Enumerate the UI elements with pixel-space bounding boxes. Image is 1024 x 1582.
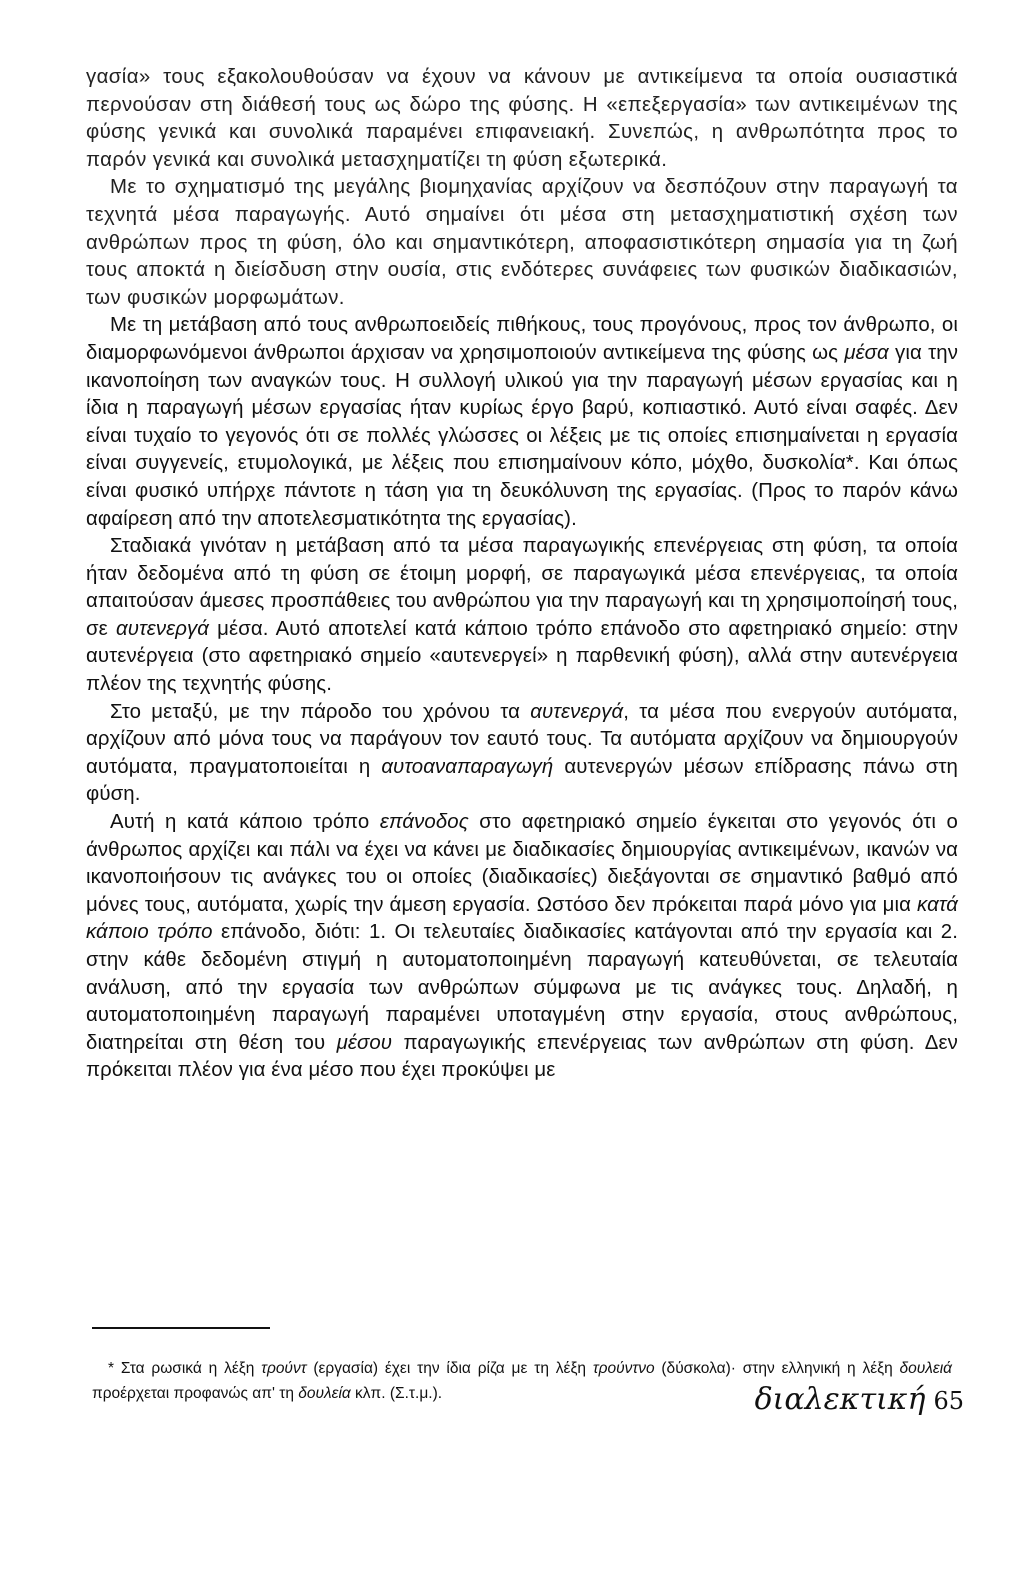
paragraph-4 (86, 533, 958, 699)
footnote-text-a: * Στα ρωσικά η λέξη (108, 1359, 262, 1377)
paragraph-4-emphasis: αυτενεργά (116, 617, 210, 640)
footnote-text-d: προέρχεται προφανώς απ' τη (92, 1384, 299, 1402)
paragraph-6 (86, 809, 958, 1085)
paragraph-6-text-c: επάνοδο, διότι: 1. Οι τελευταίες διαδικασίες κατάγονται από την εργασία και 2. στην κάθε δεδομένη στιγμή η αυτοματοποιημένη παραγωγή κατευθύνεται, σε τελευταία ανάλυση, από την εργασία των ανθρώπων σύμφωνα με τις ανάγκες τους. Δηλαδή, η αυτοματοποιημένη παραγωγή παραμένει υποταγμένη στην εργασία, στους ανθρώπους, διατηρείται στη θέση του (86, 921, 958, 1054)
paragraph-1 (86, 64, 958, 174)
paragraph-1-text: γασία» τους εξακολουθούσαν να έχουν να κάνουν με αντικείμενα τα οποία ουσιαστικά περνούσαν στη διάθεσή τους ως δώρο της φύσης. Η «επεξεργασία» των αντικειμένων της φύσης γενικά και συνολικά παραμένει επιφανειακή. Συνεπώς, η ανθρωπότητα προς το παρόν γενικά και συνολικά μετασχηματίζει τη φύση εξωτερικά. (86, 66, 958, 171)
paragraph-5-emphasis-a: αυτενεργά (530, 700, 624, 723)
footnote-word-douleia: δουλειά (899, 1359, 952, 1377)
paragraph-6-emphasis-c: μέσου (336, 1031, 393, 1054)
paragraph-5-text-c: αυτενεργών μέσων επίδρασης πάνω στη φύση. (86, 755, 958, 806)
footnote-divider (92, 1327, 270, 1329)
paragraph-2 (86, 174, 958, 312)
paragraph-3-emphasis: μέσα (844, 341, 889, 364)
footnote-text-b: (εργασία) έχει την ίδια ρίζα με τη λέξη (306, 1359, 593, 1377)
paragraph-2-text: Με το σχηματισμό της μεγάλης βιομηχανίας αρχίζουν να δεσπόζουν στην παραγωγή τα τεχνητά μέσα παραγωγής. Αυτό σημαίνει ότι μέσα στη μετασχηματιστική σχέση των ανθρώπων προς τη φύση, όλο και σημαντικότερη, αποφασιστικότερη σημασία για τη ζωή τους αποκτά η διείσδυση στην ουσία, στις ενδότερες συνάφειες των φυσικών διαδικασιών, των φυσικών μορφωμάτων. (86, 176, 958, 309)
paragraph-6-text-a: Αυτή η κατά κάποιο τρόπο (110, 811, 380, 834)
paragraph-6-emphasis-b: κατά κάποιο τρόπο (86, 893, 958, 944)
running-footer (755, 1382, 964, 1417)
footnote-word-trudno: τρούντνο (592, 1359, 655, 1377)
paragraph-5-text-b: , τα μέσα που ενεργούν αυτόματα, αρχίζουν από μόνα τους να παράγουν τον εαυτό τους. Τα αυτόματα αρχίζουν να δημιουργούν αυτόματα, πραγματοποιείται η (86, 700, 958, 778)
footnote-word-trud: τρούντ (261, 1359, 307, 1377)
paragraph-3 (86, 312, 958, 533)
paragraph-6-emphasis-a: επάνοδος (379, 811, 469, 834)
journal-name: διαλεκτική (754, 1382, 926, 1417)
article-body (86, 64, 958, 1085)
paragraph-5 (86, 699, 958, 809)
footnote-text-c: (δύσκολα)· στην ελληνική η λέξη (654, 1359, 900, 1377)
paragraph-3-text-b: για την ικανοποίηση των αναγκών τους. Η συλλογή υλικού για την παραγωγή μέσων εργασίας και η ίδια η παραγωγή μέσων εργασίας ήταν κυρίως έργο βαρύ, κοπιαστικό. Αυτό είναι σαφές. Δεν είναι τυχαίο το γεγονός ότι σε πολλές γλώσσες οι λέξεις με τις οποίες επισημαίνεται η εργασία είναι συγγενείς, ετυμολογικά, με λέξεις που επισημαίνουν κόπο, μόχθο, δυσκολία*. Και όπως είναι φυσικό υπήρχε πάντοτε η τάση για τη δευκόλυνση της εργασίας. (Προς το παρόν κάνω αφαίρεση από την αποτελεσματικότητα της εργασίας). (86, 341, 958, 530)
paragraph-5-text-a: Στο μεταξύ, με την πάροδο του χρόνου τα (110, 700, 531, 723)
paragraph-4-text-b: μέσα. Αυτό αποτελεί κατά κάποιο τρόπο επάνοδο στο αφετηριακό σημείο: στην αυτενέργεια (στο αφετηριακό σημείο «αυτενεργεί» η παρθενική φύση), αλλά στην αυτενέργεια πλέον της τεχνητής φύσης. (86, 617, 958, 696)
footnote-text-e: κλπ. (Σ.τ.μ.). (350, 1384, 443, 1402)
paragraph-3-text-a: Με τη μετάβαση από τους ανθρωποειδείς πιθήκους, τους προγόνους, προς τον άνθρωπο, οι διαμορφωνόμενοι άνθρωποι άρχισαν να χρησιμοποιούν αντικείμενα της φύσης ως (86, 314, 958, 364)
paragraph-6-text-d: παραγωγικής επενέργειας των ανθρώπων στη φύση. Δεν πρόκειται πλέον για ένα μέσο που έχει προκύψει με (86, 1031, 958, 1082)
paragraph-6-text-b: στο αφετηριακό σημείο έγκειται στο γεγονός ότι ο άνθρωπος αρχίζει και πάλι να έχει να κάνει με διαδικασίες δημιουργίας αντικειμένων, ικανών να ικανοποιήσουν τις ανάγκες του οι οποίες (διαδικασίες) διεξάγονται σε σημαντικό βαθμό από μόνες τους, αυτόματα, χωρίς την άμεση εργασία. Ωστόσο δεν πρόκειται παρά μόνο για μια (86, 811, 958, 916)
paragraph-4-text-a: Σταδιακά γινόταν η μετάβαση από τα μέσα παραγωγικής επενέργειας στη φύση, τα οποία ήταν δεδομένα από τη φύση σε έτοιμη μορφή, σε παραγωγικά μέσα επενέργειας, τα οποία απαιτούσαν άμεσες προσπάθειες του ανθρώπου για την παραγωγή και τη χρησιμοποίησή τους, σε (86, 535, 958, 640)
footnote-word-doulia: δουλεία (298, 1384, 351, 1402)
paragraph-5-emphasis-b: αυτοαναπαραγωγή (381, 755, 554, 778)
page-number: 65 (933, 1387, 964, 1415)
